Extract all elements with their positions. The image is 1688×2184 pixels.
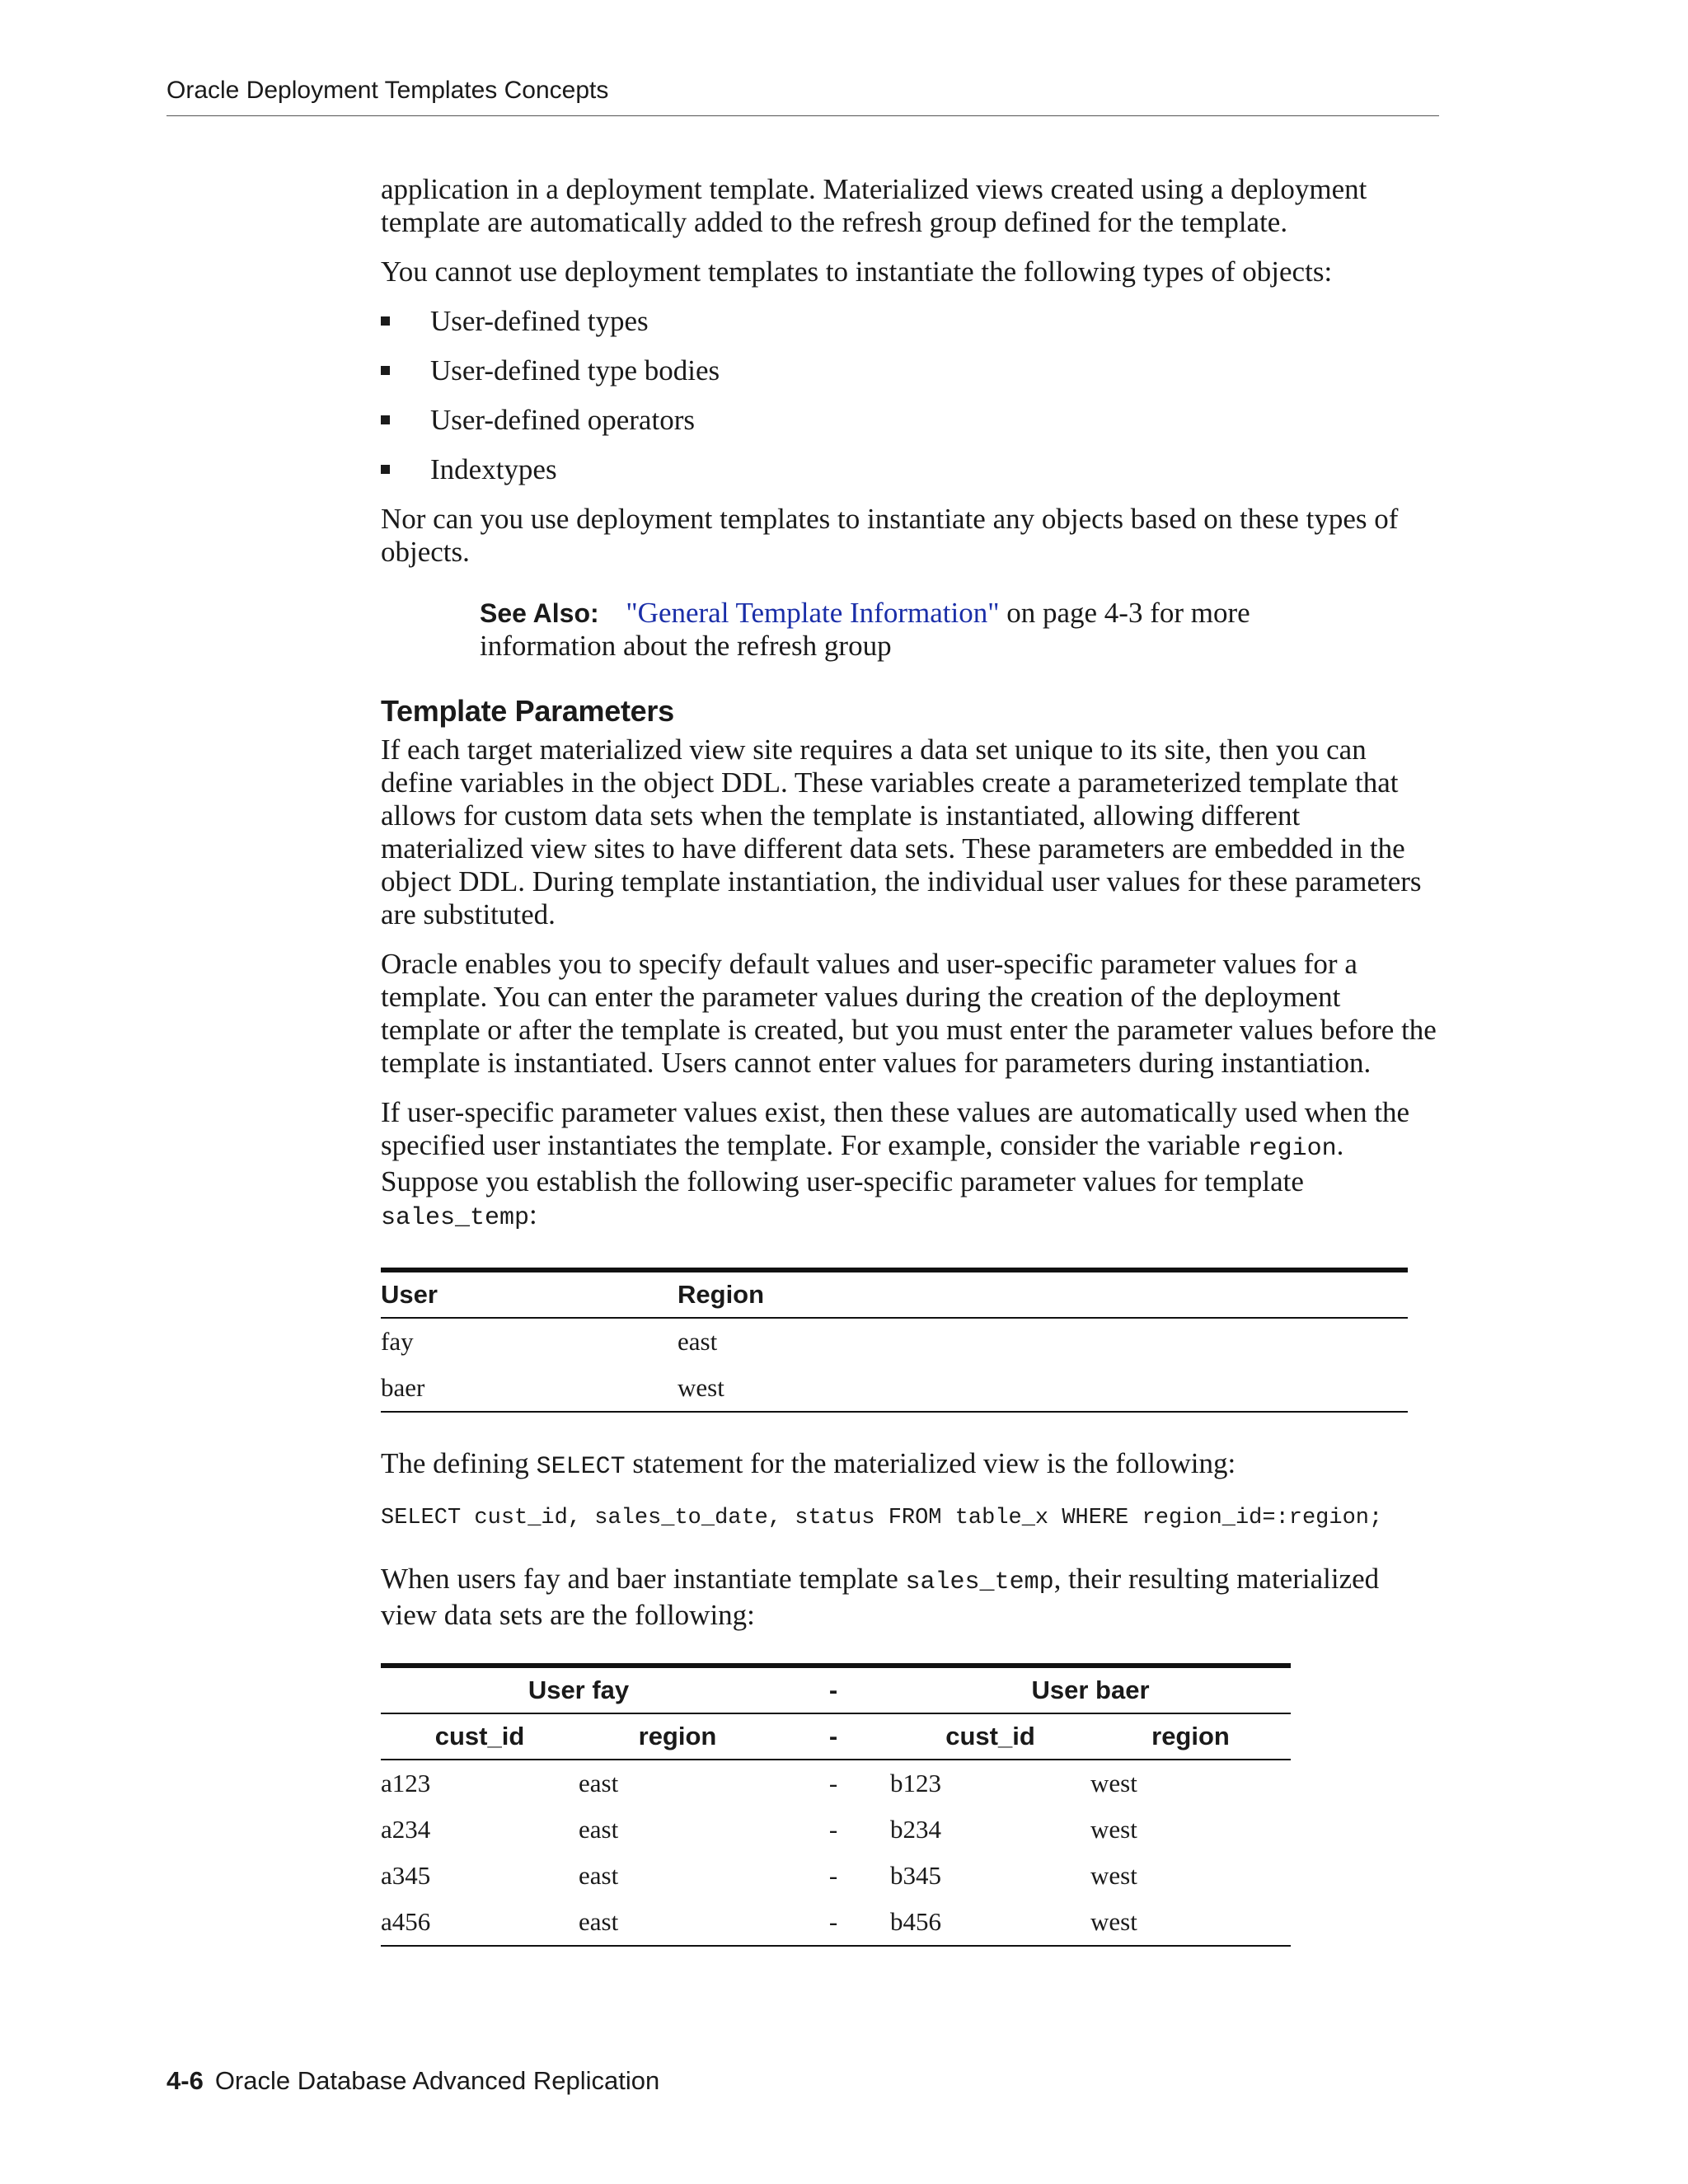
table-cell: b234 [890,1815,941,1844]
result-paragraph: When users fay and baer instantiate template sales_temp, their resulting materialized view data sets are the following: [381,1563,1380,1631]
user-region-table [381,1268,1408,1413]
page-number: 4-6 [166,2066,204,2095]
bullet-square-icon [381,415,390,424]
parameters-paragraph-1: If each target materialized view site requires a data set unique to its site, then you can define variables in the object DDL. These variables create a parameterized template that allows for custom data sets when the template is instantiated, allowing different materialized view sites to have different data sets. These parameters are embedded in the object DDL. During template instantiation, the individual user values for these parameters are substituted. [381,733,1422,930]
result-data-set-table [381,1663,1291,1947]
table-cell: b345 [890,1861,941,1890]
table-cell: east [579,1861,619,1890]
see-also-text: on page 4-3 for more [999,597,1250,629]
header-title: Oracle Deployment Templates Concepts [166,77,609,104]
table-group-header-row [381,1666,1291,1713]
table-cell: - [828,1861,838,1890]
table-header-row [381,1270,1408,1318]
bullet-square-icon [381,465,390,474]
bullet-square-icon [381,316,390,326]
table-row [381,1760,1291,1807]
group-header-user-fay: User fay [381,1666,776,1713]
group-header-user-baer: User baer [890,1666,1291,1713]
list-item: User-defined operators [381,404,1439,437]
parameters-paragraph-3: If user-specific parameter values exist, then these values are automatically used when the specified user instantiates the template. For example, consider the variable region. Suppose you establish the following user-specific parameter values for template sales_temp: [381,1096,1410,1232]
table-cell: west [1090,1907,1137,1936]
column-header-region: region [1090,1713,1291,1760]
column-header-separator: - [776,1713,890,1760]
inline-code: region [1247,1135,1337,1163]
object-type-list [381,305,1439,486]
group-header-separator: - [776,1666,890,1713]
column-header-cust-id: cust_id [381,1713,579,1760]
table-cell: a234 [381,1815,431,1844]
table-cell: a123 [381,1769,431,1797]
bullet-square-icon [381,366,390,375]
table-cell: fay [381,1327,414,1356]
table-cell: east [678,1327,718,1356]
table-cell: east [579,1907,619,1936]
list-item: Indextypes [381,453,1439,486]
column-header-cust-id: cust_id [890,1713,1090,1760]
table-cell: a345 [381,1861,431,1890]
running-footer [166,2064,659,2097]
inline-code: sales_temp [905,1568,1054,1596]
see-also-label: See Also: [480,598,599,628]
table-cell: west [678,1373,724,1402]
list-item: User-defined type bodies [381,354,1439,387]
table-cell: - [828,1815,838,1844]
section-heading: Template Parameters [381,694,674,728]
see-also-note [480,597,1370,663]
table-cell: west [1090,1769,1137,1797]
table-row [381,1365,1408,1412]
inline-code: SELECT [536,1453,626,1481]
column-header-user: User [381,1270,678,1318]
running-header [166,74,1439,116]
intro-continuation-paragraph: application in a deployment template. Materialized views created using a deployment template are automatically added to the refresh group defined for the template. [381,173,1367,238]
table-cell: - [828,1769,838,1797]
table-row [381,1899,1291,1946]
table-row [381,1853,1291,1899]
table-cell: baer [381,1373,425,1402]
after-list-paragraph: Nor can you use deployment templates to instantiate any objects based on these types of objects. [381,503,1399,568]
column-header-region: Region [678,1270,1408,1318]
table-cell: east [579,1815,619,1844]
intro-lead-paragraph: You cannot use deployment templates to instantiate the following types of objects: [381,255,1333,288]
general-template-information-link[interactable]: "General Template Information" [626,597,1000,629]
table-cell: - [828,1907,838,1936]
table-cell: a456 [381,1907,431,1936]
parameters-paragraph-2: Oracle enables you to specify default values and user-specific parameter values for a template. You can enter the parameter values during the creation of the deployment template or after the template is created, but you must enter the parameter values before the template is instantiated. Users cannot enter values for parameters during instantiation. [381,948,1437,1079]
page-body [381,173,1439,1947]
table-cell: west [1090,1815,1137,1844]
list-item: User-defined types [381,305,1439,338]
table-cell: east [579,1769,619,1797]
select-statement-paragraph: The defining SELECT statement for the materialized view is the following: [381,1447,1236,1481]
table-header-row [381,1713,1291,1760]
see-also-text-continued: information about the refresh group [480,630,892,662]
code-example: SELECT cust_id, sales_to_date, status FROM table_x WHERE region_id=:region; [381,1506,1383,1530]
table-cell: west [1090,1861,1137,1890]
table-row [381,1318,1408,1365]
table-cell: b123 [890,1769,941,1797]
inline-code: sales_temp [381,1204,530,1232]
column-header-region: region [579,1713,776,1760]
book-title: Oracle Database Advanced Replication [214,2066,660,2095]
table-row [381,1807,1291,1853]
table-cell: b456 [890,1907,941,1936]
